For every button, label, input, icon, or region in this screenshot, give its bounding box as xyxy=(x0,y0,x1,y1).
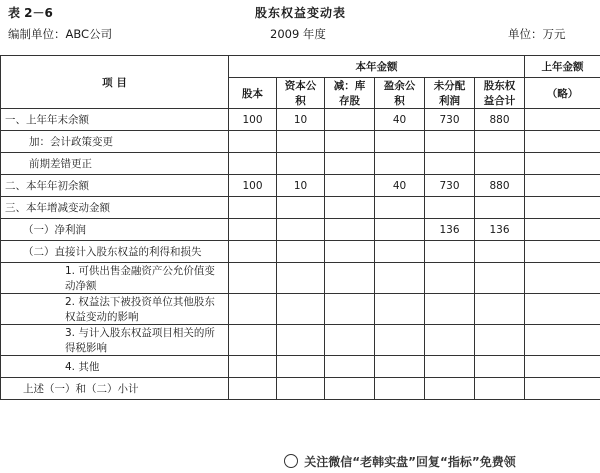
table-row xyxy=(1,131,600,153)
watermark: 关注微信“老韩实盘”回复“指标”免费领 xyxy=(282,452,598,471)
cell-surplus xyxy=(375,153,425,175)
cell-capital xyxy=(277,153,325,175)
cell-surplus xyxy=(375,219,425,241)
cell-share xyxy=(229,241,277,263)
col-total-equity: 股东权益合计 xyxy=(475,78,525,109)
cell-total xyxy=(475,153,525,175)
cell-surplus xyxy=(375,241,425,263)
col-surplus-reserve: 盈余公积 xyxy=(375,78,425,109)
cell-last-year xyxy=(525,197,600,219)
cell-surplus xyxy=(375,294,425,325)
col-retained-earnings: 未分配利润 xyxy=(425,78,475,109)
cell-share xyxy=(229,378,277,400)
cell-capital xyxy=(277,325,325,356)
table-row xyxy=(1,175,600,197)
cell-last-year xyxy=(525,325,600,356)
table-row xyxy=(1,356,600,378)
cell-capital xyxy=(277,197,325,219)
col-last-year: 上年金额 xyxy=(525,56,600,78)
cell-share xyxy=(229,263,277,294)
cell-treasury xyxy=(325,294,375,325)
row-label: 一、上年年末余额 xyxy=(1,109,229,131)
table-row xyxy=(1,378,600,400)
cell-treasury xyxy=(325,263,375,294)
cell-total xyxy=(475,263,525,294)
cell-surplus xyxy=(375,263,425,294)
cell-last-year xyxy=(525,175,600,197)
cell-total xyxy=(475,241,525,263)
meta-row xyxy=(0,26,600,46)
cell-capital xyxy=(277,219,325,241)
cell-retained xyxy=(425,241,475,263)
cell-treasury xyxy=(325,197,375,219)
table-row xyxy=(1,197,600,219)
cell-last-year xyxy=(525,219,600,241)
cell-last-year xyxy=(525,131,600,153)
cell-capital xyxy=(277,131,325,153)
reporting-entity: 编制单位：ABC公司 xyxy=(8,27,113,41)
cell-treasury xyxy=(325,219,375,241)
col-share-capital: 股本 xyxy=(229,78,277,109)
cell-treasury xyxy=(325,378,375,400)
cell-retained xyxy=(425,131,475,153)
row-label: （一）净利润 xyxy=(1,219,229,241)
cell-retained: 136 xyxy=(425,219,475,241)
cell-total: 136 xyxy=(475,219,525,241)
cell-total xyxy=(475,197,525,219)
cell-treasury xyxy=(325,356,375,378)
currency-unit: 单位：万元 xyxy=(508,27,566,41)
cell-surplus: 40 xyxy=(375,175,425,197)
row-label: 上述（一）和（二）小计 xyxy=(1,378,229,400)
table-row xyxy=(1,109,600,131)
cell-capital xyxy=(277,263,325,294)
cell-total xyxy=(475,378,525,400)
cell-total xyxy=(475,325,525,356)
cell-retained xyxy=(425,153,475,175)
cell-last-year xyxy=(525,263,600,294)
table-title: 股东权益变动表 xyxy=(255,6,347,20)
col-treasury-stock: 减：库存股 xyxy=(325,78,375,109)
equity-change-table xyxy=(0,55,600,400)
cell-share xyxy=(229,197,277,219)
row-label: 3. 与计入股东权益项目相关的所得税影响 xyxy=(1,325,229,356)
table-row xyxy=(1,219,600,241)
cell-capital xyxy=(277,378,325,400)
cell-retained xyxy=(425,378,475,400)
cell-share xyxy=(229,294,277,325)
cell-surplus xyxy=(375,356,425,378)
table-row xyxy=(1,241,600,263)
col-current-year: 本年金额 xyxy=(229,56,525,78)
cell-share: 100 xyxy=(229,175,277,197)
cell-retained: 730 xyxy=(425,175,475,197)
table-number: 表 2－6 xyxy=(8,6,53,20)
cell-surplus xyxy=(375,197,425,219)
cell-retained: 730 xyxy=(425,109,475,131)
cell-total xyxy=(475,356,525,378)
cell-treasury xyxy=(325,131,375,153)
cell-treasury xyxy=(325,175,375,197)
cell-last-year xyxy=(525,356,600,378)
wechat-icon xyxy=(284,454,298,468)
cell-share xyxy=(229,325,277,356)
table-row xyxy=(1,325,600,356)
cell-retained xyxy=(425,356,475,378)
cell-last-year xyxy=(525,294,600,325)
cell-treasury xyxy=(325,241,375,263)
cell-total: 880 xyxy=(475,109,525,131)
cell-share: 100 xyxy=(229,109,277,131)
row-label: 加：会计政策变更 xyxy=(1,131,229,153)
cell-capital xyxy=(277,241,325,263)
cell-treasury xyxy=(325,109,375,131)
cell-retained xyxy=(425,263,475,294)
cell-total xyxy=(475,294,525,325)
cell-surplus xyxy=(375,131,425,153)
title-row xyxy=(0,4,600,24)
cell-treasury xyxy=(325,153,375,175)
col-capital-reserve: 资本公积 xyxy=(277,78,325,109)
cell-last-year xyxy=(525,109,600,131)
row-label: 4. 其他 xyxy=(1,356,229,378)
cell-surplus xyxy=(375,325,425,356)
fiscal-year: 2009 年度 xyxy=(270,27,326,41)
row-label: 二、本年年初余额 xyxy=(1,175,229,197)
row-label: 1. 可供出售金融资产公允价值变动净额 xyxy=(1,263,229,294)
row-label: 2. 权益法下被投资单位其他股东权益变动的影响 xyxy=(1,294,229,325)
row-label: 前期差错更正 xyxy=(1,153,229,175)
table-row xyxy=(1,294,600,325)
cell-retained xyxy=(425,197,475,219)
cell-retained xyxy=(425,294,475,325)
cell-surplus xyxy=(375,378,425,400)
cell-last-year xyxy=(525,378,600,400)
cell-last-year xyxy=(525,153,600,175)
row-label: （二）直接计入股东权益的利得和损失 xyxy=(1,241,229,263)
cell-capital xyxy=(277,356,325,378)
header-row-1 xyxy=(1,56,600,78)
cell-capital xyxy=(277,294,325,325)
table-row xyxy=(1,153,600,175)
cell-last-year xyxy=(525,241,600,263)
cell-share xyxy=(229,219,277,241)
table-row xyxy=(1,263,600,294)
cell-total: 880 xyxy=(475,175,525,197)
cell-capital: 10 xyxy=(277,109,325,131)
col-item: 项 目 xyxy=(1,56,229,109)
cell-share xyxy=(229,356,277,378)
cell-surplus: 40 xyxy=(375,109,425,131)
row-label: 三、本年增减变动金额 xyxy=(1,197,229,219)
cell-share xyxy=(229,131,277,153)
cell-total xyxy=(475,131,525,153)
cell-capital: 10 xyxy=(277,175,325,197)
cell-share xyxy=(229,153,277,175)
cell-treasury xyxy=(325,325,375,356)
col-omitted: （略） xyxy=(525,78,600,109)
cell-retained xyxy=(425,325,475,356)
